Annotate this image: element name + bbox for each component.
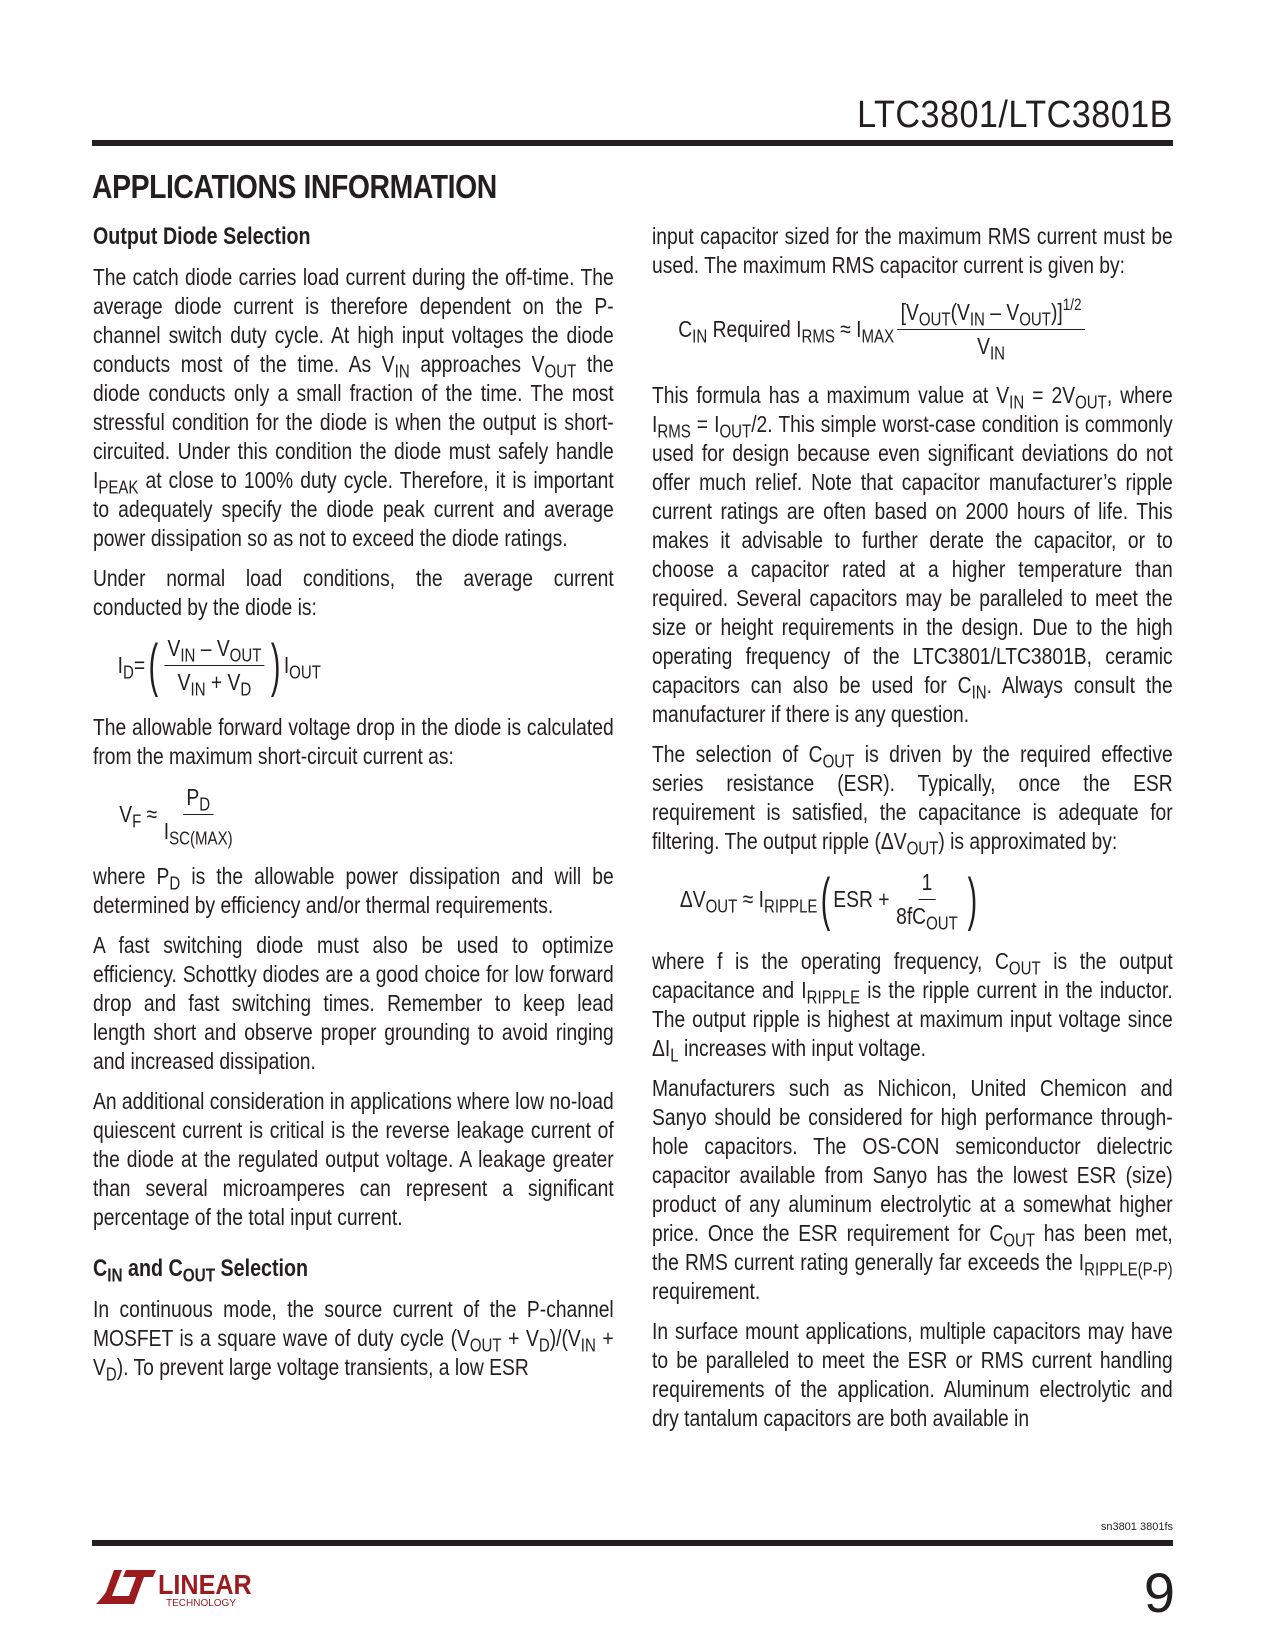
subscript: OUT (469, 1334, 502, 1356)
paren-left: ( (148, 632, 158, 698)
formula-rhs: $I_{OUT}$ (283, 652, 321, 683)
subheading-cin-cout: $C_{IN}$ and $C_{OUT}$ Selection (93, 1255, 309, 1286)
formula-forward-voltage (119, 783, 613, 849)
formula-lhs: $\Delta V_{OUT} \approx I_{RIPPLE}$ (679, 886, 818, 917)
paragraph: This formula has a maximum value at $V_{IN} = 2V_{OUT}$, where $I_{RMS} = I_{OUT}/2$. This simple worst-case condition is commonly used for design because even significant deviations do not offer much relief. Note that capacitor manufacturer’s ripple current ratings are often based on 2000 hours of life. This makes it advisable to further derate the capacitor, or to choose a capacitor rated at a higher temperature than required. Several capacitors may be paralleled to meet the size or height requirements in the design. Due to the high operating frequency of the LTC3801/LTC3801B, ceramic capacitors can also be used for $C_{IN}$. Always consult the manufacturer if there is any question. (652, 382, 1173, 727)
section-heading: APPLICATIONS INFORMATION (92, 168, 497, 205)
paragraph: where $P_D$ is the allowable power dissipation and will be determined by efficiency and/or thermal requirements. (93, 863, 614, 918)
subscript: D (105, 1363, 117, 1385)
subscript: OUT (544, 360, 577, 382)
subscript: L (670, 1044, 679, 1066)
subscript: OUT (926, 912, 958, 934)
denominator: $I_{SC(MAX)}$ (163, 818, 233, 849)
paragraph: An additional consideration in applications where low no-load quiescent current is critical is the reverse leakage current of the diode at the regulated output voltage. A leakage greater than several microamperes can represent a significant percentage of the total input current. (93, 1088, 614, 1230)
paragraph: where f is the operating frequency, $C_{OUT}$ is the output capacitance and $I_{RIPPLE}$ is the ripple current in the inductor. The output ripple is highest at maximum input voltage since $\Delta I_L$ increases with input voltage. (652, 948, 1173, 1066)
numerator: 1 (918, 868, 935, 900)
formula-esr-term: ESR + (833, 886, 890, 912)
fraction (161, 783, 236, 849)
paragraph: The selection of $C_{OUT}$ is driven by the required effective series resistance (ESR). Typically, once the ESR requirement is satisfied, the capacitance is adequate for filtering. The output ripple $(\Delta V_{OUT})$ is approximated by: (652, 741, 1173, 859)
paragraph: input capacitor sized for the maximum RMS current must be used. The maximum RMS capacitor current is given by: (652, 223, 1173, 278)
subscript: IN (394, 360, 410, 382)
subscript: IN (1009, 391, 1025, 413)
page-number: 9 (1143, 1561, 1175, 1624)
subscript: RMS (801, 325, 835, 347)
subscript: RIPPLE(P-P) (1084, 1258, 1173, 1280)
subscript: OUT (822, 750, 855, 772)
numerator: $V_{IN} - V_{OUT}$ (164, 634, 264, 666)
formula-lhs: $I_D=$ (117, 652, 146, 683)
paren-right: ) (967, 866, 978, 932)
subscript: RIPPLE (763, 895, 818, 917)
paragraph: In continuous mode, the source current of the P-channel MOSFET is a square wave of duty cycle $(V_{OUT} + V_D)/(V_{IN} + V_D)$. To prevent large voltage transients, a low ESR (93, 1296, 614, 1385)
subscript: IN (580, 1334, 596, 1356)
document-code: sn3801 3801fs (1100, 1521, 1173, 1533)
subscript: SC(MAX) (169, 827, 233, 849)
subscript: RMS (657, 420, 691, 442)
subscript: OUT (906, 837, 939, 859)
subscript: D (199, 793, 211, 815)
subscript: IN (180, 644, 196, 666)
paren-left: ( (820, 866, 831, 932)
paren-right: ) (271, 632, 281, 698)
paragraph: A fast switching diode must also be used to optimize efficiency. Schottky diodes are a good choice for low forward drop and fast switching times. Remember to keep lead length short and observe proper grounding to avoid ringing and increased dissipation. (93, 932, 614, 1074)
formula-lhs: $V_F$ ≈ (119, 801, 158, 832)
logo-text: LINEAR (158, 1568, 252, 1601)
denominator: $V_{IN} + V_D$ (177, 669, 252, 700)
subscript: IN (971, 681, 987, 703)
subscript: IN (989, 342, 1006, 364)
footer-rule (92, 1540, 1173, 1546)
paragraph: Under normal load conditions, the average current conducted by the diode is: (93, 565, 614, 620)
subscript: IN (107, 1264, 123, 1286)
denominator: $V_{IN}$ (977, 333, 1006, 364)
subscript: OUT (289, 661, 321, 683)
superscript: 1/2 (1062, 296, 1082, 315)
numerator: $P_D$ (183, 783, 213, 815)
fraction (893, 868, 961, 934)
subscript: IN (692, 325, 708, 347)
subscript: MAX (861, 325, 895, 347)
left-column (93, 222, 614, 1393)
formula-cin-rms (678, 296, 1172, 364)
linear-technology-logo (92, 1562, 272, 1612)
right-column (652, 222, 1173, 1444)
subscript: F (132, 810, 142, 832)
paragraph: The catch diode carries load current during the off-time. The average diode current is therefore dependent on the P-channel switch duty cycle. At high input voltages the diode conducts most of the time. As $V_{IN}$ approaches $V_{OUT}$ the diode conducts only a small fraction of the time. The most stressful condition for the diode is when the output is short-circuited. Under this condition the diode must safely handle $I_{PEAK}$ at close to 100% duty cycle. Therefore, it is important to adequately specify the diode peak current and average power dissipation so as not to exceed the diode ratings. (93, 264, 614, 551)
subscript: OUT (1008, 957, 1041, 979)
subscript: OUT (182, 1264, 216, 1286)
subscript: D (240, 678, 252, 700)
lt-logo-mark-icon (92, 1562, 272, 1612)
denominator: $8fC_{OUT}$ (896, 903, 958, 934)
subscript: OUT (229, 644, 262, 666)
fraction (164, 634, 264, 700)
formula-diode-current (117, 632, 614, 700)
header-rule (92, 140, 1173, 146)
subscript: IN (190, 678, 206, 700)
paragraph: The allowable forward voltage drop in the diode is calculated from the maximum short-circuit current as: (93, 714, 614, 769)
subscript: OUT (1003, 1229, 1036, 1251)
subscript: OUT (719, 420, 752, 442)
paragraph: Manufacturers such as Nichicon, United Chemicon and Sanyo should be considered for high performance through-hole capacitors. The OS-CON semiconductor dielectric capacitor available from Sanyo has the lowest ESR (size) product of any aluminum electrolytic at a somewhat higher price. Once the ESR requirement for $C_{OUT}$ has been met, the RMS current rating generally far exceeds the $I_{RIPPLE(P-P)}$ requirement. (652, 1075, 1173, 1304)
subheading-output-diode: Output Diode Selection (93, 223, 311, 250)
subscript: OUT (918, 308, 951, 330)
formula-lhs: $C_{IN}$ Required $I_{RMS} \approx I_{MAX}$ (678, 316, 895, 347)
numerator: $[V_{OUT}(V_{IN} - V_{OUT})]^{1/2}$ (897, 298, 1084, 330)
subscript: D (538, 1334, 550, 1356)
logo-subtext: TECHNOLOGY (166, 1598, 237, 1609)
fraction (897, 296, 1084, 364)
subscript: OUT (705, 895, 738, 917)
subscript: OUT (1019, 308, 1051, 330)
document-title: LTC3801/LTC3801B (857, 94, 1173, 136)
formula-output-ripple (679, 866, 1173, 934)
subscript: PEAK (98, 476, 139, 498)
subscript: D (169, 872, 181, 894)
subscript: OUT (1075, 391, 1107, 413)
subscript: IN (969, 308, 985, 330)
paragraph: In surface mount applications, multiple capacitors may have to be paralleled to meet the ESR or RMS current handling requirements of the application. Aluminum electrolytic and dry tantalum capacitors are both available in (652, 1318, 1173, 1431)
subscript: RIPPLE (806, 986, 861, 1008)
subscript: D (122, 661, 134, 683)
